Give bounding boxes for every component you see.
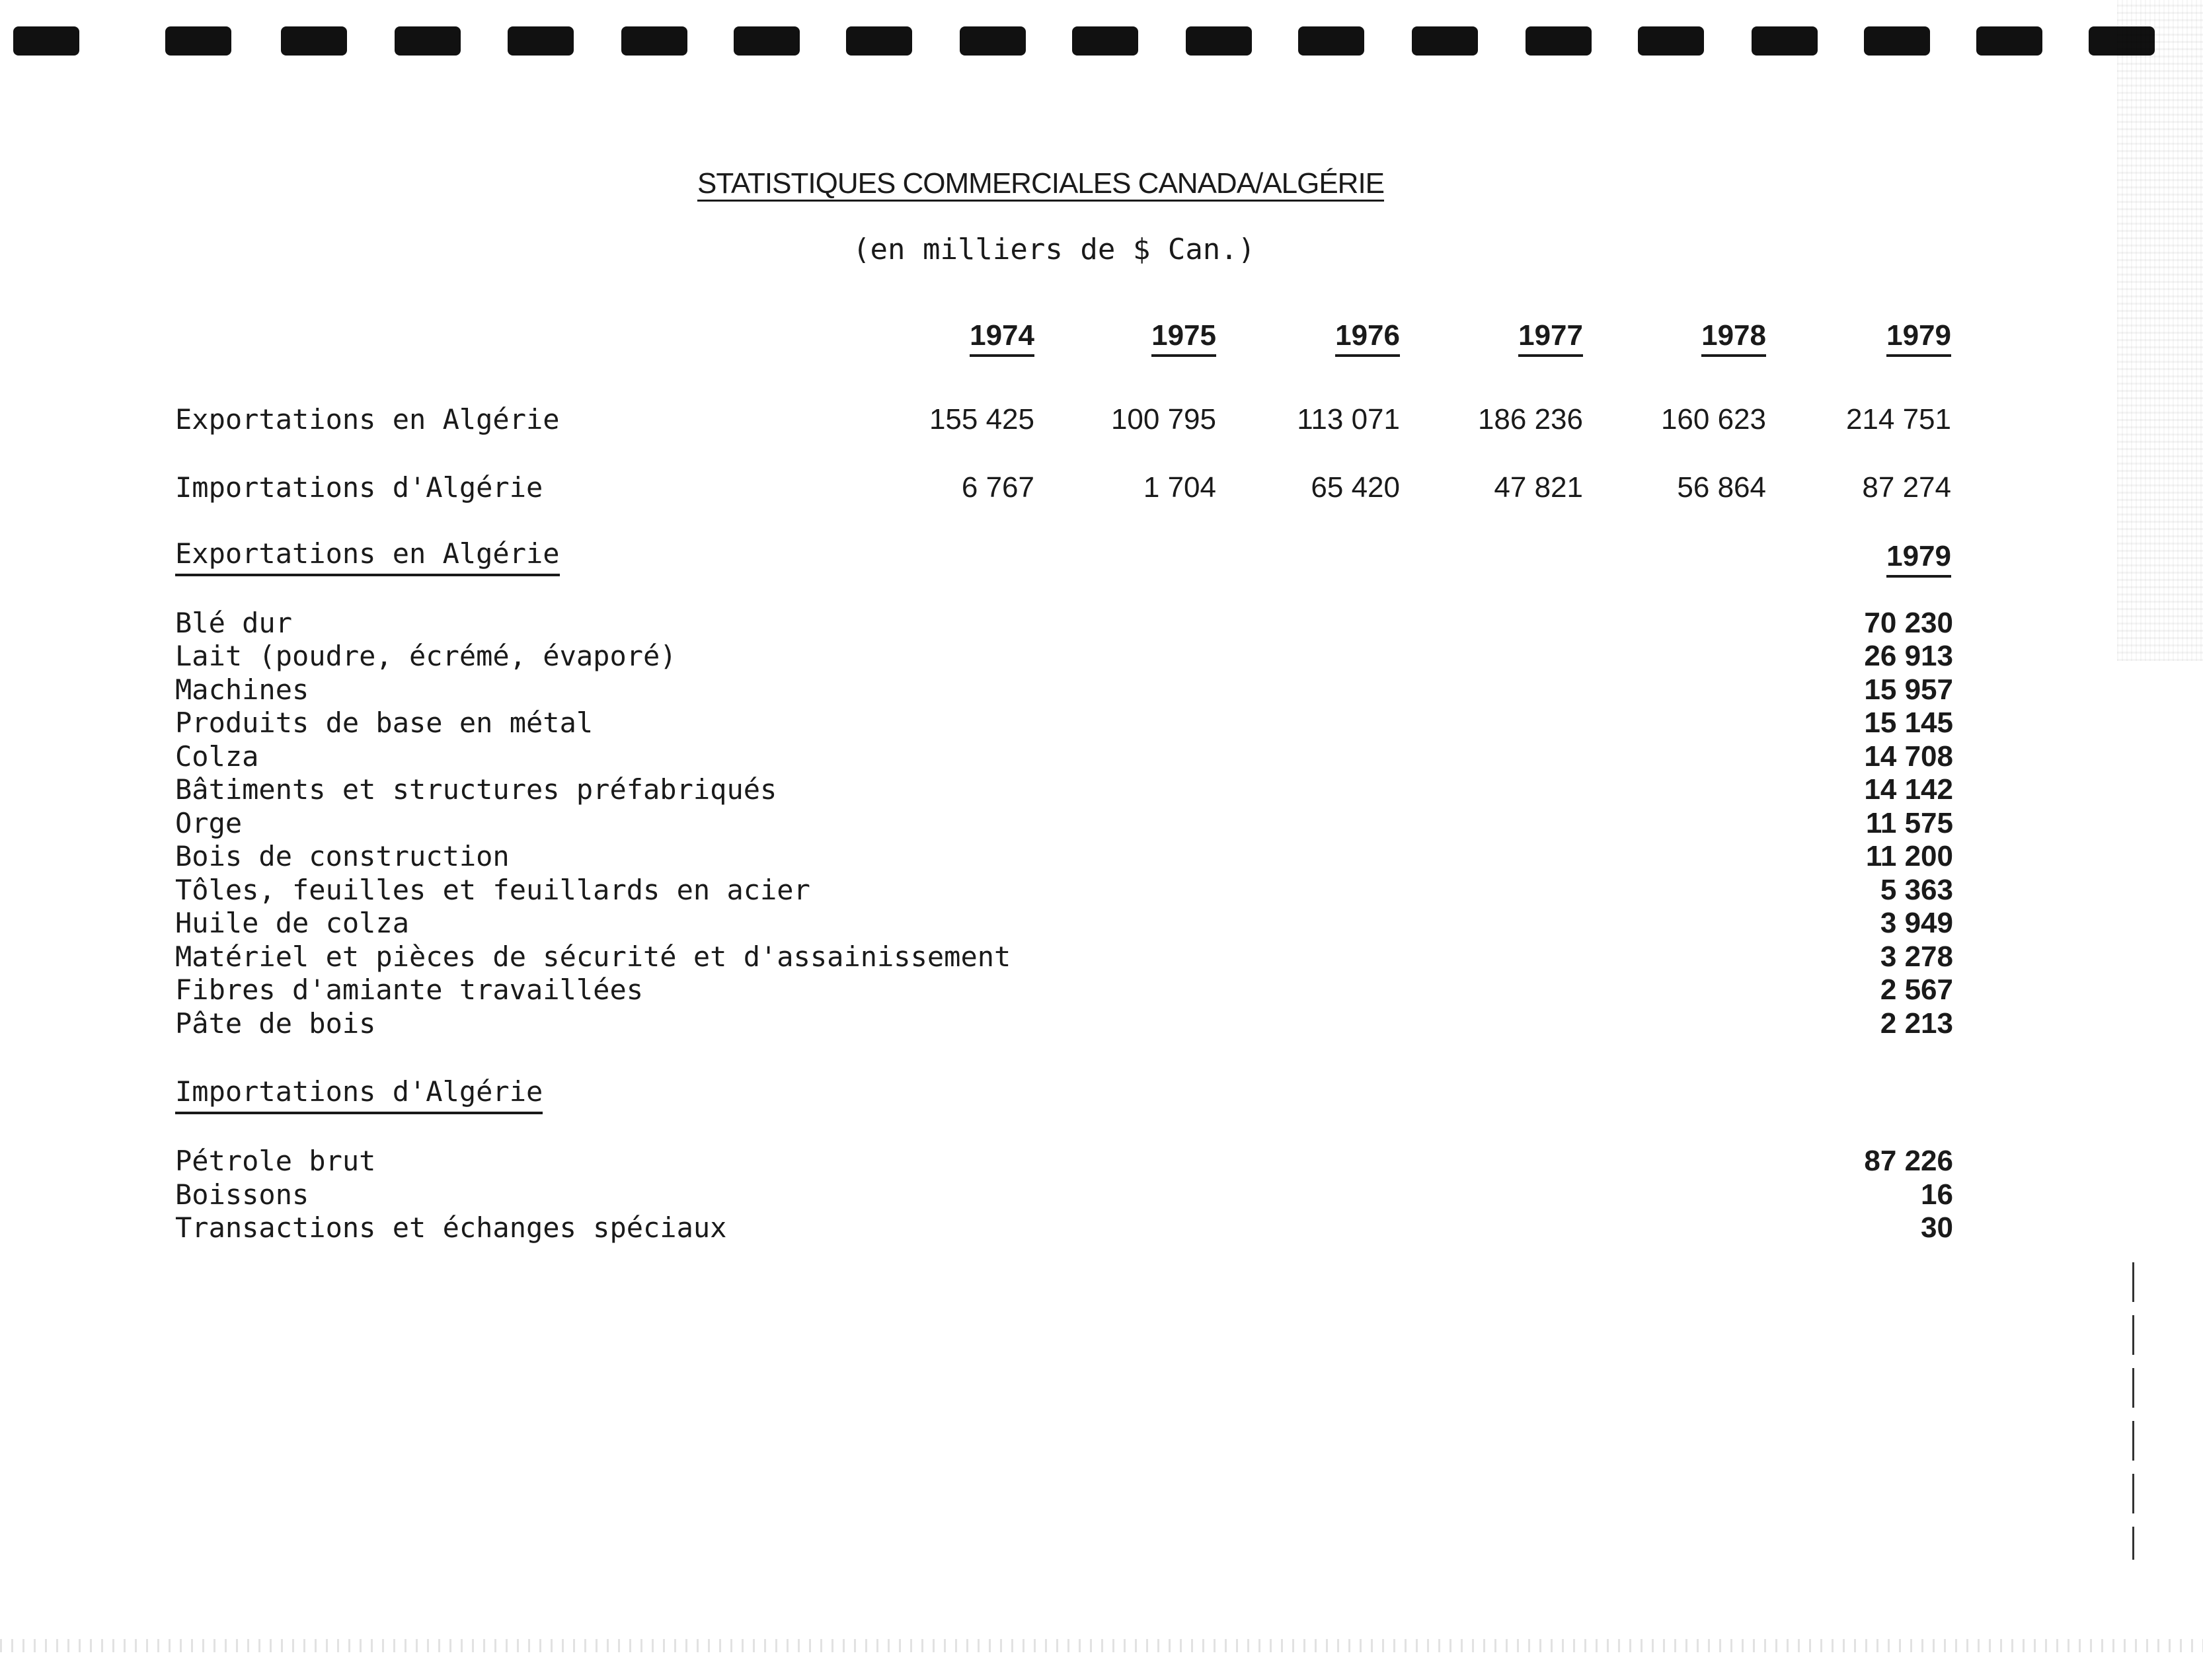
perforation-hole — [960, 26, 1026, 56]
scan-edge-noise — [2117, 0, 2203, 661]
export-item-value: 15 145 — [1864, 706, 1953, 739]
perforation-hole — [1864, 26, 1930, 56]
perforation-hole — [1072, 26, 1138, 56]
year-header: 1974 — [929, 319, 1034, 352]
export-item-label: Bâtiments et structures préfabriqués — [175, 773, 777, 806]
export-item-label: Blé dur — [175, 607, 293, 639]
import-item-value: 16 — [1921, 1178, 1953, 1211]
summary-value: 65 420 — [1311, 471, 1400, 504]
year-header: 1976 — [1294, 319, 1400, 352]
summary-value: 47 821 — [1494, 471, 1583, 504]
summary-value: 113 071 — [1297, 403, 1400, 436]
import-item-value: 30 — [1921, 1211, 1953, 1244]
export-item-label: Colza — [175, 740, 259, 773]
export-item-label: Pâte de bois — [175, 1007, 376, 1040]
perforation-hole — [1186, 26, 1252, 56]
perforation-hole — [1298, 26, 1364, 56]
export-item-value: 3 949 — [1880, 907, 1953, 939]
summary-value: 155 425 — [929, 403, 1034, 436]
export-item-label: Matériel et pièces de sécurité et d'assainissement — [175, 940, 1011, 973]
scan-edge-line — [2132, 1262, 2134, 1560]
year-header: 1978 — [1660, 319, 1766, 352]
perforation-hole — [508, 26, 574, 56]
year-header: 1977 — [1477, 319, 1583, 352]
summary-value: 160 623 — [1660, 403, 1766, 436]
export-item-value: 15 957 — [1864, 673, 1953, 706]
export-item-value: 5 363 — [1880, 874, 1953, 906]
export-item-value: 11 200 — [1865, 840, 1953, 872]
perforation-hole — [13, 26, 79, 56]
perforation-hole — [1976, 26, 2042, 56]
export-item-label: Machines — [175, 673, 309, 706]
perforation-hole — [1752, 26, 1818, 56]
export-item-label: Tôles, feuilles et feuillards en acier — [175, 874, 810, 906]
document-title: STATISTIQUES COMMERCIALES CANADA/ALGÉRIE — [697, 167, 1385, 200]
imports-section-heading: Importations d'Algérie — [175, 1075, 543, 1108]
import-item-label: Boissons — [175, 1178, 309, 1211]
summary-value: 186 236 — [1477, 403, 1583, 436]
export-item-label: Lait (poudre, écrémé, évaporé) — [175, 640, 677, 672]
exports-section-heading: Exportations en Algérie — [175, 537, 560, 570]
summary-value: 1 704 — [1143, 471, 1216, 504]
perforation-hole — [1526, 26, 1592, 56]
export-item-label: Orge — [175, 807, 243, 839]
scan-bottom-noise — [0, 1639, 2203, 1652]
export-item-value: 14 708 — [1864, 740, 1953, 773]
export-item-value: 70 230 — [1864, 607, 1953, 639]
export-item-value: 14 142 — [1864, 773, 1953, 806]
exports-year-header: 1979 — [1845, 540, 1951, 573]
export-item-label: Huile de colza — [175, 907, 410, 939]
summary-value: 100 795 — [1110, 403, 1216, 436]
export-item-value: 2 567 — [1880, 974, 1953, 1006]
summary-label-exports: Exportations en Algérie — [175, 403, 560, 436]
export-item-value: 26 913 — [1864, 640, 1953, 672]
export-item-label: Bois de construction — [175, 840, 510, 872]
year-header: 1975 — [1110, 319, 1216, 352]
perforation-hole — [165, 26, 231, 56]
perforation-hole — [734, 26, 800, 56]
export-item-label: Produits de base en métal — [175, 706, 594, 739]
perforation-hole — [1638, 26, 1704, 56]
document-subtitle: (en milliers de $ Can.) — [853, 233, 1256, 266]
import-item-value: 87 226 — [1864, 1145, 1953, 1177]
perforation-hole — [846, 26, 912, 56]
perforation-hole — [395, 26, 461, 56]
summary-value: 87 274 — [1862, 471, 1951, 504]
export-item-value: 3 278 — [1880, 940, 1953, 973]
perforation-strip — [0, 26, 2203, 59]
export-item-label: Fibres d'amiante travaillées — [175, 974, 644, 1006]
summary-value: 214 751 — [1845, 403, 1951, 436]
import-item-label: Pétrole brut — [175, 1145, 376, 1177]
perforation-hole — [621, 26, 687, 56]
export-item-value: 11 575 — [1865, 807, 1953, 839]
export-item-value: 2 213 — [1880, 1007, 1953, 1040]
year-header: 1979 — [1845, 319, 1951, 352]
summary-value: 56 864 — [1677, 471, 1766, 504]
import-item-label: Transactions et échanges spéciaux — [175, 1211, 727, 1244]
perforation-hole — [1412, 26, 1478, 56]
summary-value: 6 767 — [961, 471, 1034, 504]
perforation-hole — [281, 26, 347, 56]
summary-label-imports: Importations d'Algérie — [175, 471, 543, 504]
